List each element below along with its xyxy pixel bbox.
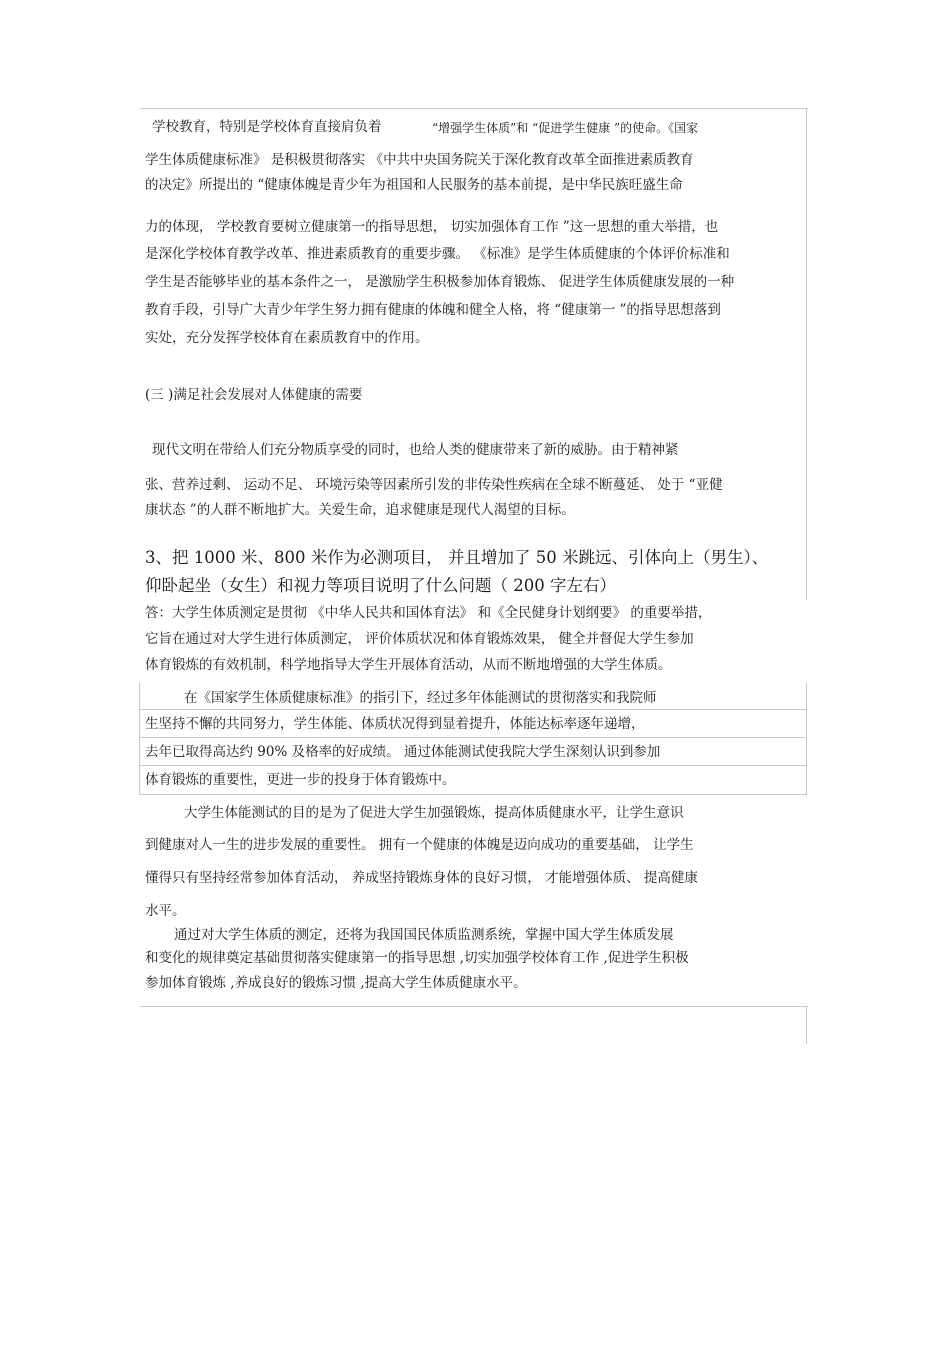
text-line: 现代文明在带给人们充分物质享受的同时，也给人类的健康带来了新的威胁。由于精神紧 xyxy=(152,442,679,458)
question-heading: 3、把 1000 米、800 米作为必测项目， 并且增加了 50 米跳远、引体向上（男生）、 xyxy=(145,548,769,567)
text-line: 大学生体能测试的目的是为了促进大学生加强锻炼，提高体质健康水平，让学生意识 xyxy=(184,805,684,821)
boxed-line: 体育锻炼的重要性，更进一步的投身于体育锻炼中。 xyxy=(145,772,456,788)
text-line: 康状态 ”的人群不断地扩大。关爱生命，追求健康是现代人渴望的目标。 xyxy=(145,502,575,518)
text-line: 的决定》所提出的 “健康体魄是青少年为祖国和人民服务的基本前提，是中华民族旺盛生命 xyxy=(145,177,683,193)
section-heading: (三 )满足社会发展对人体健康的需要 xyxy=(145,387,363,403)
answer-line: 答：大学生体质测定是贯彻 《中华人民共和国体育法》 和《全民健身计划纲要》 的重要举措， xyxy=(145,605,712,621)
text-line: 学生是否能够毕业的基本条件之一， 是激励学生积极参加体育锻炼、 促进学生体质健康发展的一种 xyxy=(145,274,735,290)
text-line: 到健康对人一生的进步发展的重要性。 拥有一个健康的体魄是迈向成功的重要基础， 让学生 xyxy=(145,837,694,853)
answer-line: 它旨在通过对大学生进行体质测定， 评价体质状况和体育锻炼效果， 健全并督促大学生参加 xyxy=(145,631,694,647)
answer-line: 体育锻炼的有效机制，科学地指导大学生开展体育活动，从而不断地增强的大学生体质。 xyxy=(145,657,672,673)
text-line: 学校教育，特别是学校体育直接肩负着 xyxy=(152,119,382,135)
box-rule-3 xyxy=(139,765,807,766)
bottom-rule xyxy=(140,1006,808,1007)
text-line: 力的体现， 学校教育要树立健康第一的指导思想， 切实加强体育工作 ”这一思想的重大举措，也 xyxy=(145,219,719,235)
box-right-rule xyxy=(806,683,807,795)
frame-top-rule xyxy=(140,108,808,109)
text-line: 通过对大学生体质的测定，还将为我国国民体质监测系统，掌握中国大学生体质发展 xyxy=(174,927,674,943)
boxed-line: 在《国家学生体质健康标准》的指引下，经过多年体能测试的贯彻落实和我院师 xyxy=(184,690,657,706)
text-line: 是深化学校体育教学改革、推进素质教育的重要步骤。 《标准》是学生体质健康的个体评价标准和 xyxy=(145,246,730,262)
text-line: 实处，充分发挥学校体育在素质教育中的作用。 xyxy=(145,330,429,346)
boxed-line: 生坚持不懈的共同努力，学生体能、体质状况得到显着提升，体能达标率逐年递增， xyxy=(145,716,645,732)
box-rule-1 xyxy=(139,709,807,710)
box-left-rule xyxy=(139,683,140,795)
box-rule-2 xyxy=(139,737,807,738)
text-line: 教育手段，引导广大青少年学生努力拥有健康的体魄和健全人格，将 “健康第一 ”的指导思想落到 xyxy=(145,302,721,318)
text-line: “增强学生体质”和 “促进学生健康 ”的使命。《国家 xyxy=(432,121,699,135)
text-line: 懂得只有坚持经常参加体育活动， 养成坚持锻炼身体的良好习惯， 才能增强体质、 提高健康 xyxy=(145,870,698,886)
question-heading: 仰卧起坐（女生）和视力等项目说明了什么问题（ 200 字左右） xyxy=(145,576,616,595)
boxed-line: 去年已取得高达约 90% 及格率的好成绩。 通过体能测试使我院大学生深刻认识到参加 xyxy=(145,744,661,760)
frame-right-rule xyxy=(806,108,807,600)
text-line: 学生体质健康标准》 是积极贯彻落实 《中共中央国务院关于深化教育改革全面推进素质教育 xyxy=(145,152,694,168)
bottom-right-rule xyxy=(806,1006,807,1044)
text-line: 水平。 xyxy=(145,903,186,919)
text-line: 张、营养过剩、 运动不足、 环境污染等因素所引发的非传染性疾病在全球不断蔓延、 处于 “亚健 xyxy=(145,477,723,493)
text-line: 参加体育锻炼 ,养成良好的锻炼习惯 ,提高大学生体质健康水平。 xyxy=(145,975,527,991)
box-rule-4 xyxy=(139,794,807,795)
text-line: 和变化的规律奠定基础贯彻落实健康第一的指导思想 ,切实加强学校体育工作 ,促进学生积极 xyxy=(145,950,689,966)
